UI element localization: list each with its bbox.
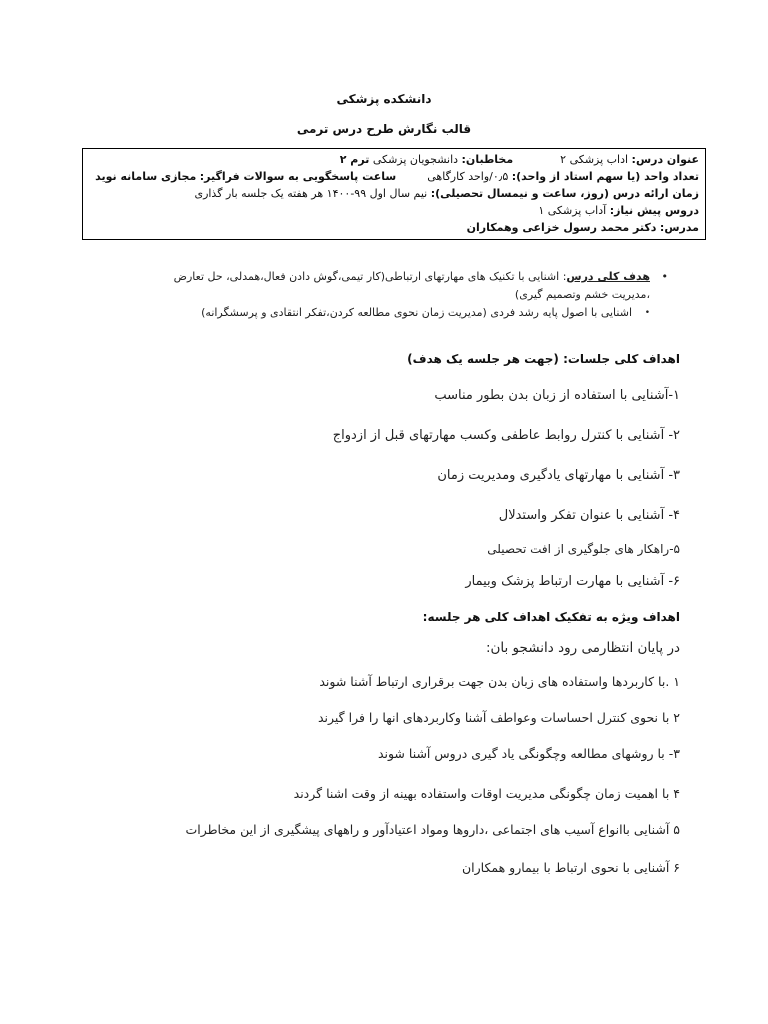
specific-goals-intro: در پایان انتظارمی رود دانشجو بان: [485, 640, 680, 656]
schedule-value: نیم سال اول ۹۹-۱۴۰۰ هر هفته یک جلسه بار گذاری [194, 187, 428, 200]
session-goals-title: اهداف کلی جلسات: (جهت هر جلسه یک هدف) [407, 352, 680, 366]
session-goal-5: ۵-راهکار های جلوگیری از افت تحصیلی [487, 542, 680, 556]
answer-hours-label: ساعت پاسخگویی به سوالات فراگیر: [199, 170, 397, 183]
teacher-value: دکتر محمد رسول خزاعی وهمکاران [466, 221, 657, 234]
units-line [89, 168, 699, 185]
teacher-line [89, 219, 699, 236]
audience-value: دانشجویان پزشکی [372, 153, 459, 166]
specific-goal-1: ۱ .با کاربردها واستفاده های زبان بدن جهت برقراری ارتباط آشنا شوند [319, 674, 680, 689]
course-label: عنوان درس: [631, 153, 699, 166]
session-goal-1: ۱-آشنایی با استفاده از زبان بدن بطور مناسب [434, 388, 680, 403]
teacher-label: مدرس: [659, 221, 699, 234]
faculty-heading: دانشکده پزشکی [336, 92, 432, 106]
general-goal-label: هدف کلی درس [566, 270, 650, 283]
general-goal-text: : اشنایی با تکنیک های مهارتهای ارتباطی(کار تیمی،گوش دادن فعال،همدلی، حل تعارض [173, 270, 567, 283]
specific-goal-2: ۲ با نحوی کنترل احساسات وعواطف آشنا وکاربردهای انها را فرا گیرند [317, 710, 680, 725]
prerequisite-line [89, 202, 699, 219]
course-info-box [82, 148, 706, 240]
general-goals-list [92, 268, 672, 322]
specific-goal-3: ۳- با روشهای مطالعه وچگونگی یاد گیری دروس آشنا شوند [377, 746, 680, 761]
specific-goal-5: ۵ آشنایی باانواع آسیب های اجتماعی ،داروها ومواد اعتیادآور و راههای پیشگیری از این مخاطرات [185, 822, 680, 837]
specific-goal-6: ۶ آشنایی با نحوی ارتباط با بیمارو همکاران [461, 860, 680, 875]
schedule-label: زمان ارائه درس (روز، ساعت و نیمسال تحصیلی): [430, 187, 699, 200]
audience-label: مخاطبان: [461, 153, 514, 166]
general-goal-item-2 [92, 304, 672, 322]
prerequisite-label: دروس پیش نیاز: [609, 204, 699, 217]
general-goal-item [92, 268, 672, 304]
units-value: ۰٫۵/واحد کارگاهی [427, 170, 509, 183]
session-goal-6: ۶- آشنایی با مهارت ارتباط پزشک وبیمار [465, 574, 680, 589]
prerequisite-value: آداب پزشکی ۱ [538, 204, 607, 217]
course-value: اداب پزشکی ۲ [560, 153, 629, 166]
general-goal-text-cont: ،مدیریت خشم وتصمیم گیری) [514, 288, 650, 301]
session-goal-4: ۴- آشنایی با عنوان تفکر واستدلال [498, 508, 680, 523]
bullet-icon: • [644, 308, 650, 318]
schedule-line [89, 185, 699, 202]
course-title-line [89, 151, 699, 168]
units-label: تعداد واحد (یا سهم استاد از واحد): [511, 170, 699, 183]
specific-goal-4: ۴ با اهمیت زمان چگونگی مدیریت اوقات واستفاده بهینه از وقت اشنا گردند [293, 786, 680, 801]
general-goal-text-2: اشنایی با اصول پایه رشد فردی (مدیریت زمان نحوی مطالعه کردن،تفکر انتقادی و پرسشگرانه) [201, 306, 632, 319]
session-goal-2: ۲- آشنایی با کنترل روابط عاطفی وکسب مهارتهای قبل از ازدواج [332, 428, 680, 443]
audience-term: ترم ۲ [339, 153, 370, 166]
template-title: قالب نگارش طرح درس ترمی [296, 122, 472, 136]
session-goal-3: ۳- آشنایی با مهارتهای یادگیری ومدیریت زمان [437, 468, 680, 483]
bullet-icon: • [661, 270, 668, 283]
specific-goals-title: اهداف ویژه به تفکیک اهداف کلی هر جلسه: [422, 610, 680, 624]
answer-hours-value: مجازی سامانه نوید [95, 170, 197, 183]
